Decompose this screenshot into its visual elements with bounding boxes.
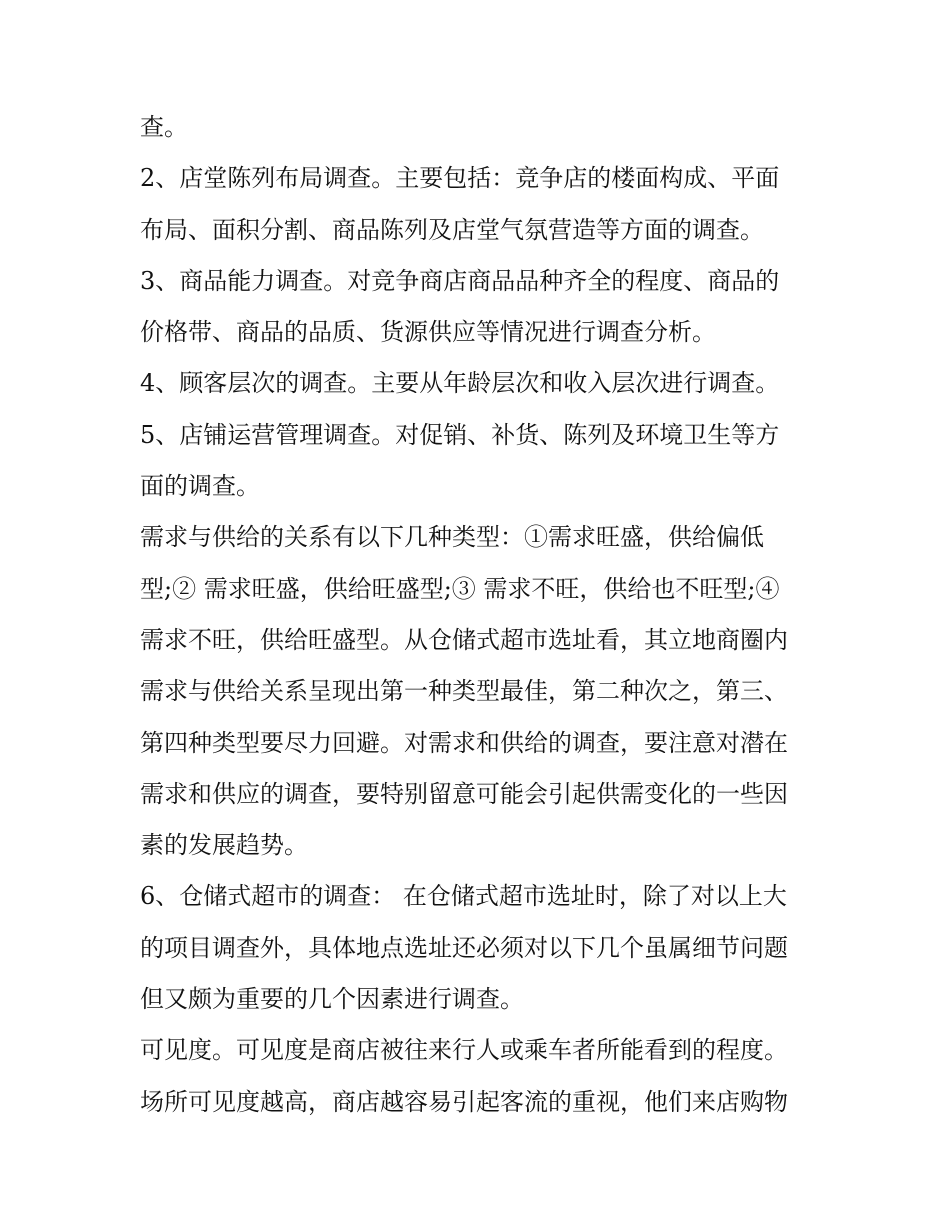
text-line: 需求与供给关系呈现出第一种类型最佳，第二种次之，第三、 (140, 677, 788, 706)
text-line: 需求不旺，供给旺盛型。从仓储式超市选址看，其立地商圈内 (140, 625, 788, 654)
text-line: 3、商品能力调查。对竞争商店商品品种齐全的程度、商品的 (140, 266, 780, 295)
text-line: 素的发展趋势。 (140, 831, 308, 860)
text-line: 第四种类型要尽力回避。对需求和供给的调查，要注意对潜在 (140, 728, 788, 757)
text-line: 6、仓储式超市的调查： 在仓储式超市选址时，除了对以上大 (140, 882, 787, 911)
text-line: 面的调查。 (140, 472, 260, 501)
text-line: 可见度。可见度是商店被往来行人或乘车者所能看到的程度。 (140, 1036, 788, 1065)
text-line: 需求与供给的关系有以下几种类型：①需求旺盛，供给偏低 (140, 523, 764, 552)
text-line: 型;② 需求旺盛，供给旺盛型;③ 需求不旺，供给也不旺型;④ (140, 574, 780, 603)
text-line: 需求和供应的调查，要特别留意可能会引起供需变化的一些因 (140, 779, 788, 808)
text-line: 5、店铺运营管理调查。对促销、补货、陈列及环境卫生等方 (140, 420, 780, 449)
text-line: 场所可见度越高，商店越容易引起客流的重视，他们来店购物 (140, 1087, 788, 1116)
text-line: 但又颇为重要的几个因素进行调查。 (140, 985, 524, 1014)
document-body (140, 102, 820, 1128)
text-line: 查。 (140, 113, 188, 141)
text-line: 2、店堂陈列布局调查。主要包括：竞争店的楼面构成、平面 (140, 164, 780, 193)
text-line: 4、顾客层次的调查。主要从年龄层次和收入层次进行调查。 (140, 369, 780, 398)
text-line: 布局、面积分割、商品陈列及店堂气氛营造等方面的调查。 (140, 215, 764, 244)
text-line: 的项目调查外，具体地点选址还必须对以下几个虽属细节问题 (140, 933, 788, 962)
text-line: 价格带、商品的品质、货源供应等情况进行调查分析。 (140, 318, 716, 347)
